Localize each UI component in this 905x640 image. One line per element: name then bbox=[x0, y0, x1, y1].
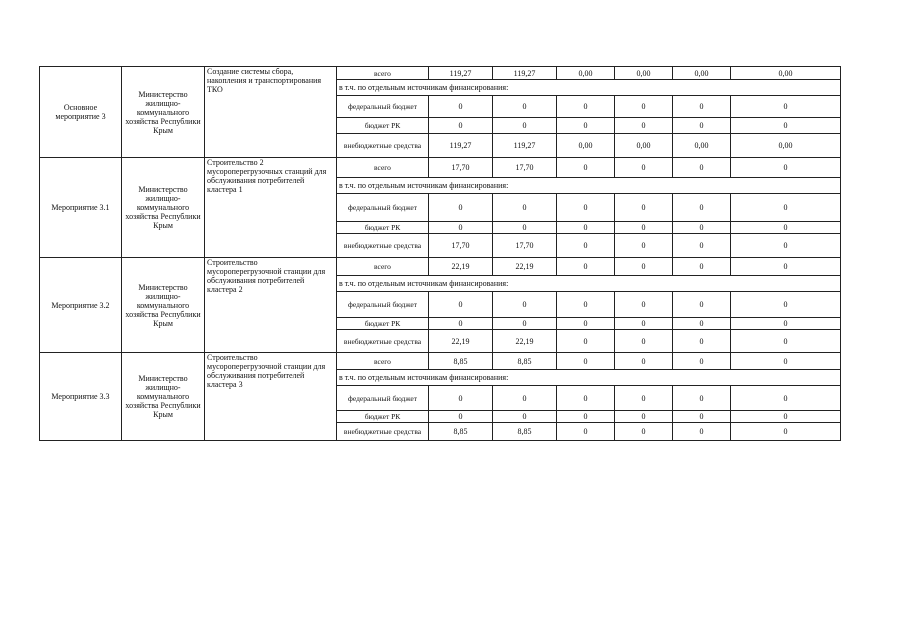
value-cell: 0 bbox=[615, 411, 673, 423]
value-cell: 0 bbox=[615, 423, 673, 441]
value-cell: 8,85 bbox=[493, 423, 557, 441]
value-cell: 0 bbox=[493, 96, 557, 118]
value-cell: 0 bbox=[731, 118, 841, 134]
value-cell: 0 bbox=[557, 96, 615, 118]
value-cell: 119,27 bbox=[429, 67, 493, 80]
value-cell: 0 bbox=[429, 386, 493, 411]
value-cell: 119,27 bbox=[493, 134, 557, 158]
value-cell: 0 bbox=[731, 292, 841, 318]
value-cell: 22,19 bbox=[429, 330, 493, 353]
value-cell: 0 bbox=[673, 423, 731, 441]
value-cell: 119,27 bbox=[429, 134, 493, 158]
value-cell: 0 bbox=[673, 258, 731, 276]
financing-table bbox=[39, 66, 841, 441]
executor-cell: Министерство жилищно-коммунального хозяйства Республики Крым bbox=[122, 158, 205, 258]
value-cell: 0,00 bbox=[731, 134, 841, 158]
value-cell: 0 bbox=[557, 411, 615, 423]
value-cell: 0 bbox=[429, 411, 493, 423]
value-cell: 0 bbox=[731, 222, 841, 234]
value-cell: 0 bbox=[557, 423, 615, 441]
value-cell: 0,00 bbox=[731, 67, 841, 80]
activity-cell: Строительство мусороперегрузочной станции для обслуживания потребителей кластера 2 bbox=[205, 258, 337, 353]
source-extra-label: внебюджетные средства bbox=[337, 423, 429, 441]
activity-cell: Создание системы сбора, накопления и транспортирования ТКО bbox=[205, 67, 337, 158]
event-name-cell: Основное мероприятие 3 bbox=[40, 67, 122, 158]
table-body bbox=[40, 67, 841, 441]
activity-cell: Строительство 2 мусороперегрузочных станций для обслуживания потребителей кластера 1 bbox=[205, 158, 337, 258]
value-cell: 0 bbox=[673, 386, 731, 411]
value-cell: 0 bbox=[731, 411, 841, 423]
value-cell: 0 bbox=[673, 234, 731, 258]
value-cell: 17,70 bbox=[493, 158, 557, 178]
value-cell: 0,00 bbox=[557, 67, 615, 80]
value-cell: 0 bbox=[557, 222, 615, 234]
table-row bbox=[40, 67, 841, 80]
value-cell: 0 bbox=[493, 318, 557, 330]
value-cell: 0 bbox=[731, 96, 841, 118]
source-federal-label: федеральный бюджет bbox=[337, 386, 429, 411]
value-cell: 0 bbox=[673, 194, 731, 222]
value-cell: 0,00 bbox=[673, 134, 731, 158]
value-cell: 0 bbox=[615, 96, 673, 118]
value-cell: 0 bbox=[731, 258, 841, 276]
value-cell: 0,00 bbox=[557, 134, 615, 158]
value-cell: 0,00 bbox=[673, 67, 731, 80]
source-extra-label: внебюджетные средства bbox=[337, 234, 429, 258]
value-cell: 0 bbox=[557, 353, 615, 370]
value-cell: 0 bbox=[731, 158, 841, 178]
source-rk-label: бюджет РК bbox=[337, 318, 429, 330]
value-cell: 0 bbox=[615, 118, 673, 134]
source-breakdown-note: в т.ч. по отдельным источникам финансирования: bbox=[337, 370, 841, 386]
table-row bbox=[40, 158, 841, 178]
table-row bbox=[40, 258, 841, 276]
source-breakdown-note: в т.ч. по отдельным источникам финансирования: bbox=[337, 80, 841, 96]
value-cell: 0 bbox=[557, 194, 615, 222]
value-cell: 0 bbox=[493, 222, 557, 234]
value-cell: 0 bbox=[673, 96, 731, 118]
value-cell: 0 bbox=[731, 353, 841, 370]
value-cell: 0 bbox=[557, 234, 615, 258]
value-cell: 0 bbox=[429, 194, 493, 222]
value-cell: 0,00 bbox=[615, 67, 673, 80]
value-cell: 0 bbox=[429, 318, 493, 330]
source-rk-label: бюджет РК bbox=[337, 411, 429, 423]
value-cell: 119,27 bbox=[493, 67, 557, 80]
value-cell: 0 bbox=[557, 258, 615, 276]
value-cell: 0 bbox=[429, 96, 493, 118]
executor-cell: Министерство жилищно-коммунального хозяйства Республики Крым bbox=[122, 67, 205, 158]
value-cell: 0 bbox=[731, 330, 841, 353]
value-cell: 0 bbox=[557, 158, 615, 178]
value-cell: 0 bbox=[615, 386, 673, 411]
value-cell: 0 bbox=[615, 158, 673, 178]
source-breakdown-note: в т.ч. по отдельным источникам финансирования: bbox=[337, 178, 841, 194]
source-total-label: всего bbox=[337, 67, 429, 80]
value-cell: 0 bbox=[615, 234, 673, 258]
event-name-cell: Мероприятие 3.3 bbox=[40, 353, 122, 441]
source-extra-label: внебюджетные средства bbox=[337, 134, 429, 158]
value-cell: 0 bbox=[673, 222, 731, 234]
value-cell: 0 bbox=[615, 194, 673, 222]
source-breakdown-note: в т.ч. по отдельным источникам финансирования: bbox=[337, 276, 841, 292]
value-cell: 0 bbox=[673, 292, 731, 318]
value-cell: 0 bbox=[673, 158, 731, 178]
value-cell: 0 bbox=[493, 292, 557, 318]
value-cell: 0 bbox=[429, 292, 493, 318]
value-cell: 0 bbox=[731, 423, 841, 441]
value-cell: 22,19 bbox=[493, 258, 557, 276]
table-row bbox=[40, 353, 841, 370]
value-cell: 0 bbox=[731, 318, 841, 330]
source-total-label: всего bbox=[337, 258, 429, 276]
value-cell: 0 bbox=[615, 318, 673, 330]
source-extra-label: внебюджетные средства bbox=[337, 330, 429, 353]
value-cell: 0,00 bbox=[615, 134, 673, 158]
value-cell: 22,19 bbox=[493, 330, 557, 353]
value-cell: 0 bbox=[429, 118, 493, 134]
value-cell: 0 bbox=[493, 194, 557, 222]
value-cell: 0 bbox=[673, 353, 731, 370]
value-cell: 17,70 bbox=[493, 234, 557, 258]
value-cell: 0 bbox=[615, 258, 673, 276]
value-cell: 0 bbox=[673, 411, 731, 423]
value-cell: 17,70 bbox=[429, 158, 493, 178]
value-cell: 0 bbox=[615, 222, 673, 234]
source-total-label: всего bbox=[337, 353, 429, 370]
value-cell: 8,85 bbox=[429, 353, 493, 370]
source-total-label: всего bbox=[337, 158, 429, 178]
value-cell: 8,85 bbox=[493, 353, 557, 370]
value-cell: 0 bbox=[615, 330, 673, 353]
value-cell: 0 bbox=[731, 234, 841, 258]
source-federal-label: федеральный бюджет bbox=[337, 96, 429, 118]
value-cell: 8,85 bbox=[429, 423, 493, 441]
value-cell: 0 bbox=[731, 194, 841, 222]
source-federal-label: федеральный бюджет bbox=[337, 292, 429, 318]
value-cell: 22,19 bbox=[429, 258, 493, 276]
value-cell: 0 bbox=[673, 318, 731, 330]
value-cell: 0 bbox=[557, 330, 615, 353]
value-cell: 0 bbox=[429, 222, 493, 234]
source-rk-label: бюджет РК bbox=[337, 118, 429, 134]
value-cell: 0 bbox=[615, 292, 673, 318]
value-cell: 0 bbox=[557, 292, 615, 318]
value-cell: 17,70 bbox=[429, 234, 493, 258]
value-cell: 0 bbox=[557, 386, 615, 411]
value-cell: 0 bbox=[557, 118, 615, 134]
event-name-cell: Мероприятие 3.2 bbox=[40, 258, 122, 353]
value-cell: 0 bbox=[615, 353, 673, 370]
value-cell: 0 bbox=[673, 330, 731, 353]
source-rk-label: бюджет РК bbox=[337, 222, 429, 234]
event-name-cell: Мероприятие 3.1 bbox=[40, 158, 122, 258]
value-cell: 0 bbox=[493, 118, 557, 134]
source-federal-label: федеральный бюджет bbox=[337, 194, 429, 222]
value-cell: 0 bbox=[493, 386, 557, 411]
executor-cell: Министерство жилищно-коммунального хозяйства Республики Крым bbox=[122, 353, 205, 441]
value-cell: 0 bbox=[557, 318, 615, 330]
value-cell: 0 bbox=[731, 386, 841, 411]
executor-cell: Министерство жилищно-коммунального хозяйства Республики Крым bbox=[122, 258, 205, 353]
value-cell: 0 bbox=[493, 411, 557, 423]
value-cell: 0 bbox=[673, 118, 731, 134]
activity-cell: Строительство мусороперегрузочной станции для обслуживания потребителей кластера 3 bbox=[205, 353, 337, 441]
